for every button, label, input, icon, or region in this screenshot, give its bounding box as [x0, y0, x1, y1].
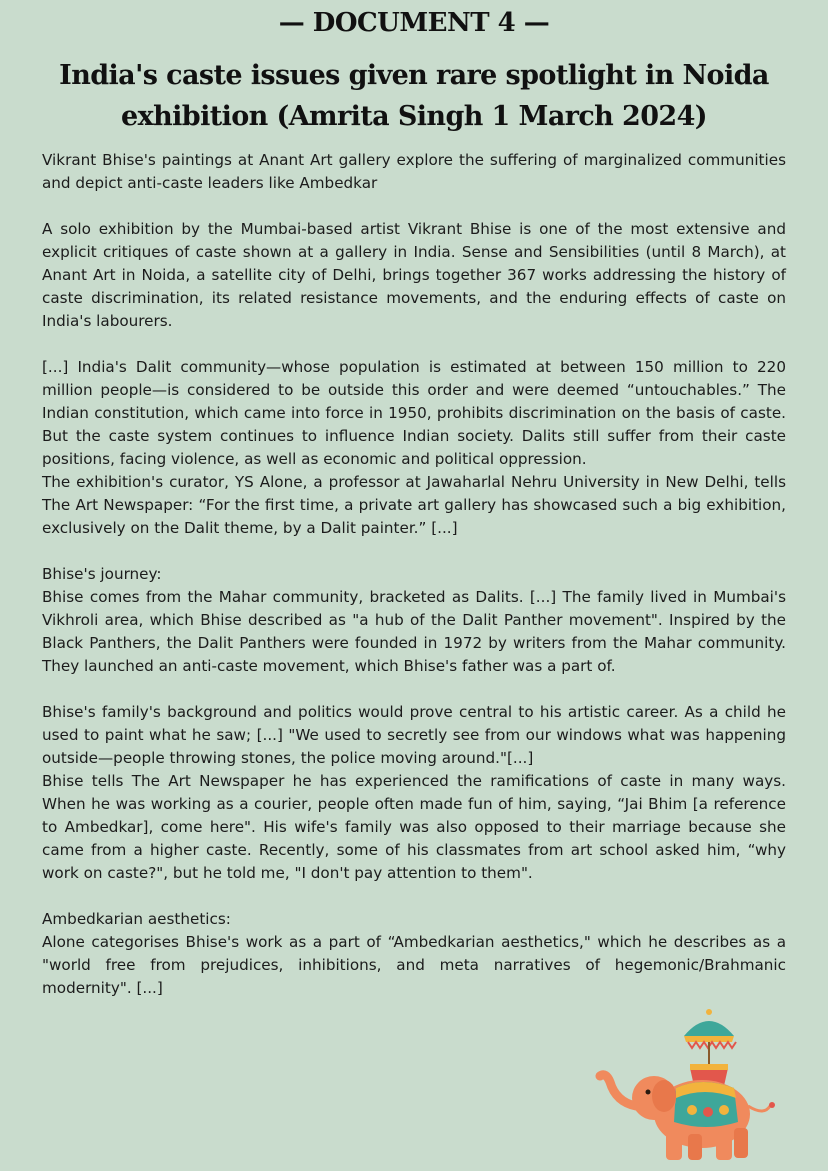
body-paragraph: The exhibition's curator, YS Alone, a professor at Jawaharlal Nehru University in New Delhi, tells The Art Newspaper: “For the first time, a private art gallery has showcased such a big exhibition, exclusively on the Dalit theme, by a Dalit painter.” [...]: [42, 473, 786, 537]
body-paragraph: [...] India's Dalit community—whose population is estimated at between 150 million to 220 million people—is considered to be outside this order and were deemed “untouchables.” The Indian constitution, which came into force in 1950, prohibits discrimination on the basis of caste. But the caste system continues to influence Indian society. Dalits still suffer from their caste positions, facing violence, as well as economic and political oppression.: [42, 358, 786, 468]
body-paragraph: Bhise tells The Art Newspaper he has experienced the ramifications of caste in many ways. When he was working as a courier, people often made fun of him, saying, “Jai Bhim [a reference to Ambedkar], come here". His wife's family was also opposed to their marriage because she came from a higher caste. Recently, some of his classmates from art school asked him, “why work on caste?", but he told me, "I don't pay attention to them".: [42, 772, 786, 882]
body-paragraph: Bhise's family's background and politics would prove central to his artistic career. As a child he used to paint what he saw; [...] "We used to secretly see from our windows what was happening outside—people throwing stones, the police moving around."[...]: [42, 703, 786, 767]
body-paragraph: Bhise comes from the Mahar community, bracketed as Dalits. [...] The family lived in Mumbai's Vikhroli area, which Bhise described as "a hub of the Dalit Panther movement". Inspired by the Black Panthers, the Dalit Panthers were founded in 1972 by writers from the Mahar community. They launched an anti-caste movement, which Bhise's father was a part of.: [42, 588, 786, 675]
headline: India's caste issues given rare spotlight in Noida exhibition (Amrita Singh 1 March 2024): [59, 60, 769, 132]
body-paragraph: A solo exhibition by the Mumbai-based artist Vikrant Bhise is one of the most extensive and explicit critiques of caste shown at a gallery in India. Sense and Sensibilities (until 8 March), at Anant Art in Noida, a satellite city of Delhi, brings together 367 works addressing the history of caste discrimination, its related resistance movements, and the enduring effects of caste on India's labourers.: [42, 220, 786, 330]
decorated-elephant-icon: [592, 1006, 792, 1166]
section-heading-journey: Bhise's journey:: [42, 565, 162, 583]
document-label: — DOCUMENT 4 —: [278, 8, 550, 38]
subtitle-paragraph: Vikrant Bhise's paintings at Anant Art gallery explore the suffering of marginalized communities and depict anti-caste leaders like Ambedkar: [42, 151, 786, 192]
article-body: [42, 149, 786, 1000]
section-heading-aesthetics: Ambedkarian aesthetics:: [42, 910, 231, 928]
body-paragraph: Alone categorises Bhise's work as a part of “Ambedkarian aesthetics," which he describes as a "world free from prejudices, inhibitions, and meta narratives of hegemonic/Brahmanic modernity". [...]: [42, 933, 786, 997]
